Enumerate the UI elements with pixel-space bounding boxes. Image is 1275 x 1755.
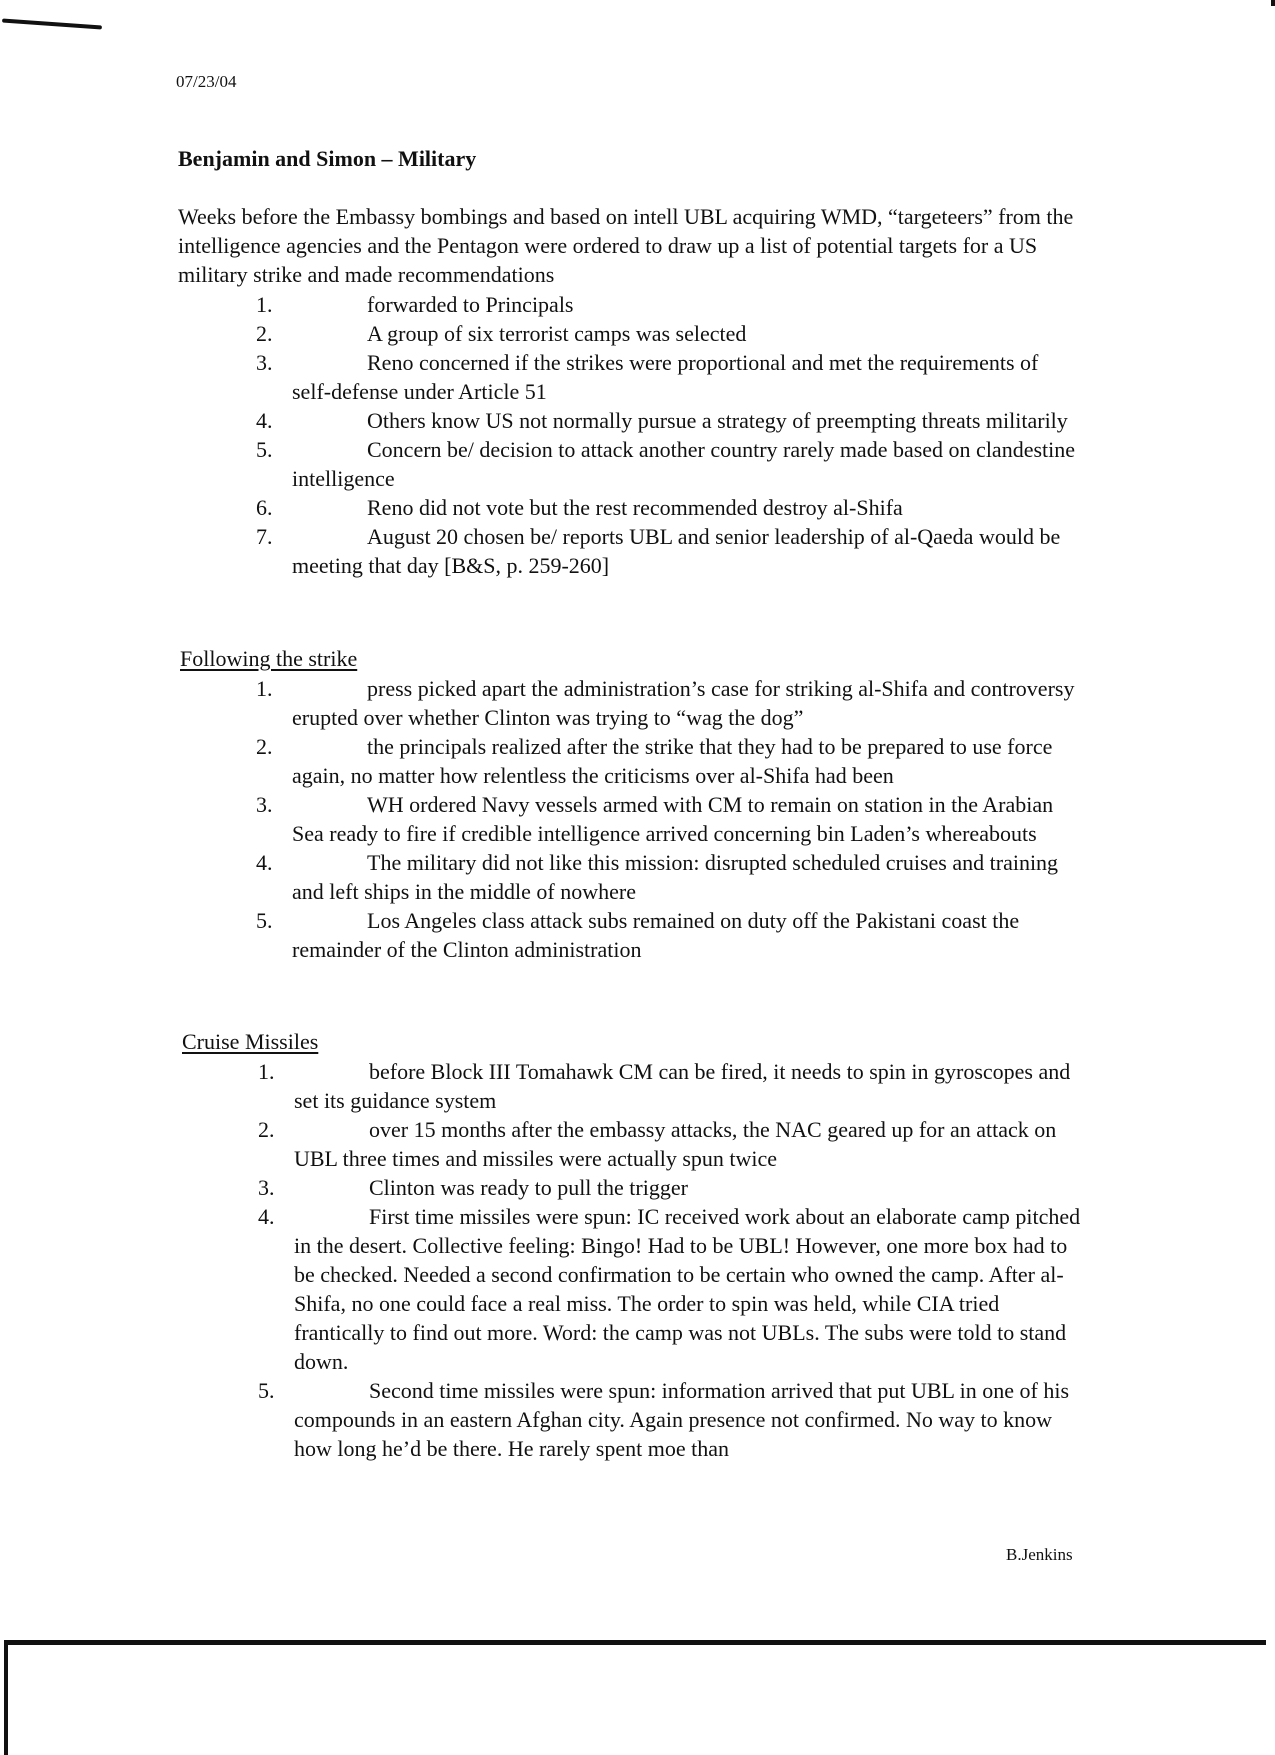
list-item-number: 3. <box>256 350 273 375</box>
list-item-text: before Block III Tomahawk CM can be fired, it needs to spin in gyroscopes and set its guidance system <box>294 1059 1071 1113</box>
list-item <box>256 406 1076 435</box>
list-item-text: Reno did not vote but the rest recommended destroy al-Shifa <box>367 495 903 520</box>
list-item-text: forwarded to Principals <box>367 292 574 317</box>
list-item <box>256 848 1086 906</box>
list-item-number: 5. <box>256 908 273 933</box>
list-item <box>258 1057 1088 1115</box>
list-item-text: A group of six terrorist camps was selected <box>367 321 747 346</box>
list-item-number: 3. <box>258 1175 275 1200</box>
list-item-text: WH ordered Navy vessels armed with CM to remain on station in the Arabian Sea ready to fire if credible intelligence arrived concerning bin Laden’s whereabouts <box>292 792 1054 846</box>
following-strike-list <box>256 674 1086 964</box>
list-item-text: Concern be/ decision to attack another country rarely made based on clandestine intelligence <box>292 437 1076 491</box>
list-item-text: Reno concerned if the strikes were proportional and met the requirements of self-defense under Article 51 <box>292 350 1039 404</box>
list-item-text: the principals realized after the strike that they had to be prepared to use force again, no matter how relentless the criticisms over al-Shifa had been <box>292 734 1053 788</box>
list-item-text: press picked apart the administration’s case for striking al-Shifa and controversy erupted over whether Clinton was trying to “wag the dog” <box>292 676 1075 730</box>
list-item-text: Second time missiles were spun: information arrived that put UBL in one of his compounds in an eastern Afghan city. Again presence not confirmed. No way to know how long he’d be there. He rarely spent moe than <box>294 1378 1070 1461</box>
list-item-number: 2. <box>258 1117 275 1142</box>
section-heading-cruise-missiles: Cruise Missiles <box>182 1029 319 1054</box>
list-item <box>256 790 1086 848</box>
list-item-number: 5. <box>258 1378 275 1403</box>
list-item <box>256 348 1076 406</box>
list-item <box>256 319 1076 348</box>
list-item <box>256 493 1076 522</box>
list-item <box>256 522 1076 580</box>
list-item <box>256 906 1086 964</box>
list-item <box>256 732 1086 790</box>
list-item-text: August 20 chosen be/ reports UBL and senior leadership of al-Qaeda would be meeting that day [B&S, p. 259-260] <box>292 524 1061 578</box>
list-item <box>256 435 1076 493</box>
scan-artifact-corner <box>1271 0 1275 6</box>
list-item-number: 1. <box>256 676 273 701</box>
list-item-number: 4. <box>258 1204 275 1229</box>
list-item-text: The military did not like this mission: disrupted scheduled cruises and training and left ships in the middle of nowhere <box>292 850 1059 904</box>
recommendations-list <box>256 290 1076 580</box>
list-item-number: 7. <box>256 524 273 549</box>
list-item <box>258 1173 1088 1202</box>
section-heading-following-strike: Following the strike <box>180 646 358 671</box>
author-signature: B.Jenkins <box>1006 1545 1073 1564</box>
intro-paragraph: Weeks before the Embassy bombings and based on intell UBL acquiring WMD, “targeteers” from the intelligence agencies and the Pentagon were ordered to draw up a list of potential targets for a US military strike and made recommendations <box>178 204 1074 287</box>
list-item-text: Clinton was ready to pull the trigger <box>369 1175 688 1200</box>
document-date: 07/23/04 <box>176 72 237 91</box>
cruise-missiles-list <box>258 1057 1088 1463</box>
list-item-text: over 15 months after the embassy attacks, the NAC geared up for an attack on UBL three times and missiles were actually spun twice <box>294 1117 1057 1171</box>
scan-artifact-mark <box>2 19 102 30</box>
list-item-number: 4. <box>256 408 273 433</box>
list-item <box>258 1115 1088 1173</box>
list-item <box>256 290 1076 319</box>
list-item <box>256 674 1086 732</box>
list-item <box>258 1202 1088 1376</box>
list-item-text: Los Angeles class attack subs remained on duty off the Pakistani coast the remainder of the Clinton administration <box>292 908 1020 962</box>
list-item-text: Others know US not normally pursue a strategy of preempting threats militarily <box>367 408 1068 433</box>
scan-artifact-bottom-edge <box>4 1640 8 1755</box>
list-item-number: 3. <box>256 792 273 817</box>
list-item-number: 2. <box>256 734 273 759</box>
list-item-number: 4. <box>256 850 273 875</box>
list-item-number: 1. <box>256 292 273 317</box>
list-item <box>258 1376 1088 1463</box>
list-item-number: 1. <box>258 1059 275 1084</box>
list-item-number: 5. <box>256 437 273 462</box>
list-item-number: 2. <box>256 321 273 346</box>
list-item-number: 6. <box>256 495 273 520</box>
document-title: Benjamin and Simon – Military <box>178 146 477 171</box>
scan-artifact-bottom-rule <box>4 1640 1266 1645</box>
list-item-text: First time missiles were spun: IC received work about an elaborate camp pitched in the desert. Collective feeling: Bingo! Had to be UBL! However, one more box had to be checked. Needed a second confirmation to be certain who owned the camp. After al-Shifa, no one could face a real miss. The order to spin was held, while CIA tried frantically to find out more. Word: the camp was not UBLs. The subs were told to stand down. <box>294 1204 1081 1374</box>
